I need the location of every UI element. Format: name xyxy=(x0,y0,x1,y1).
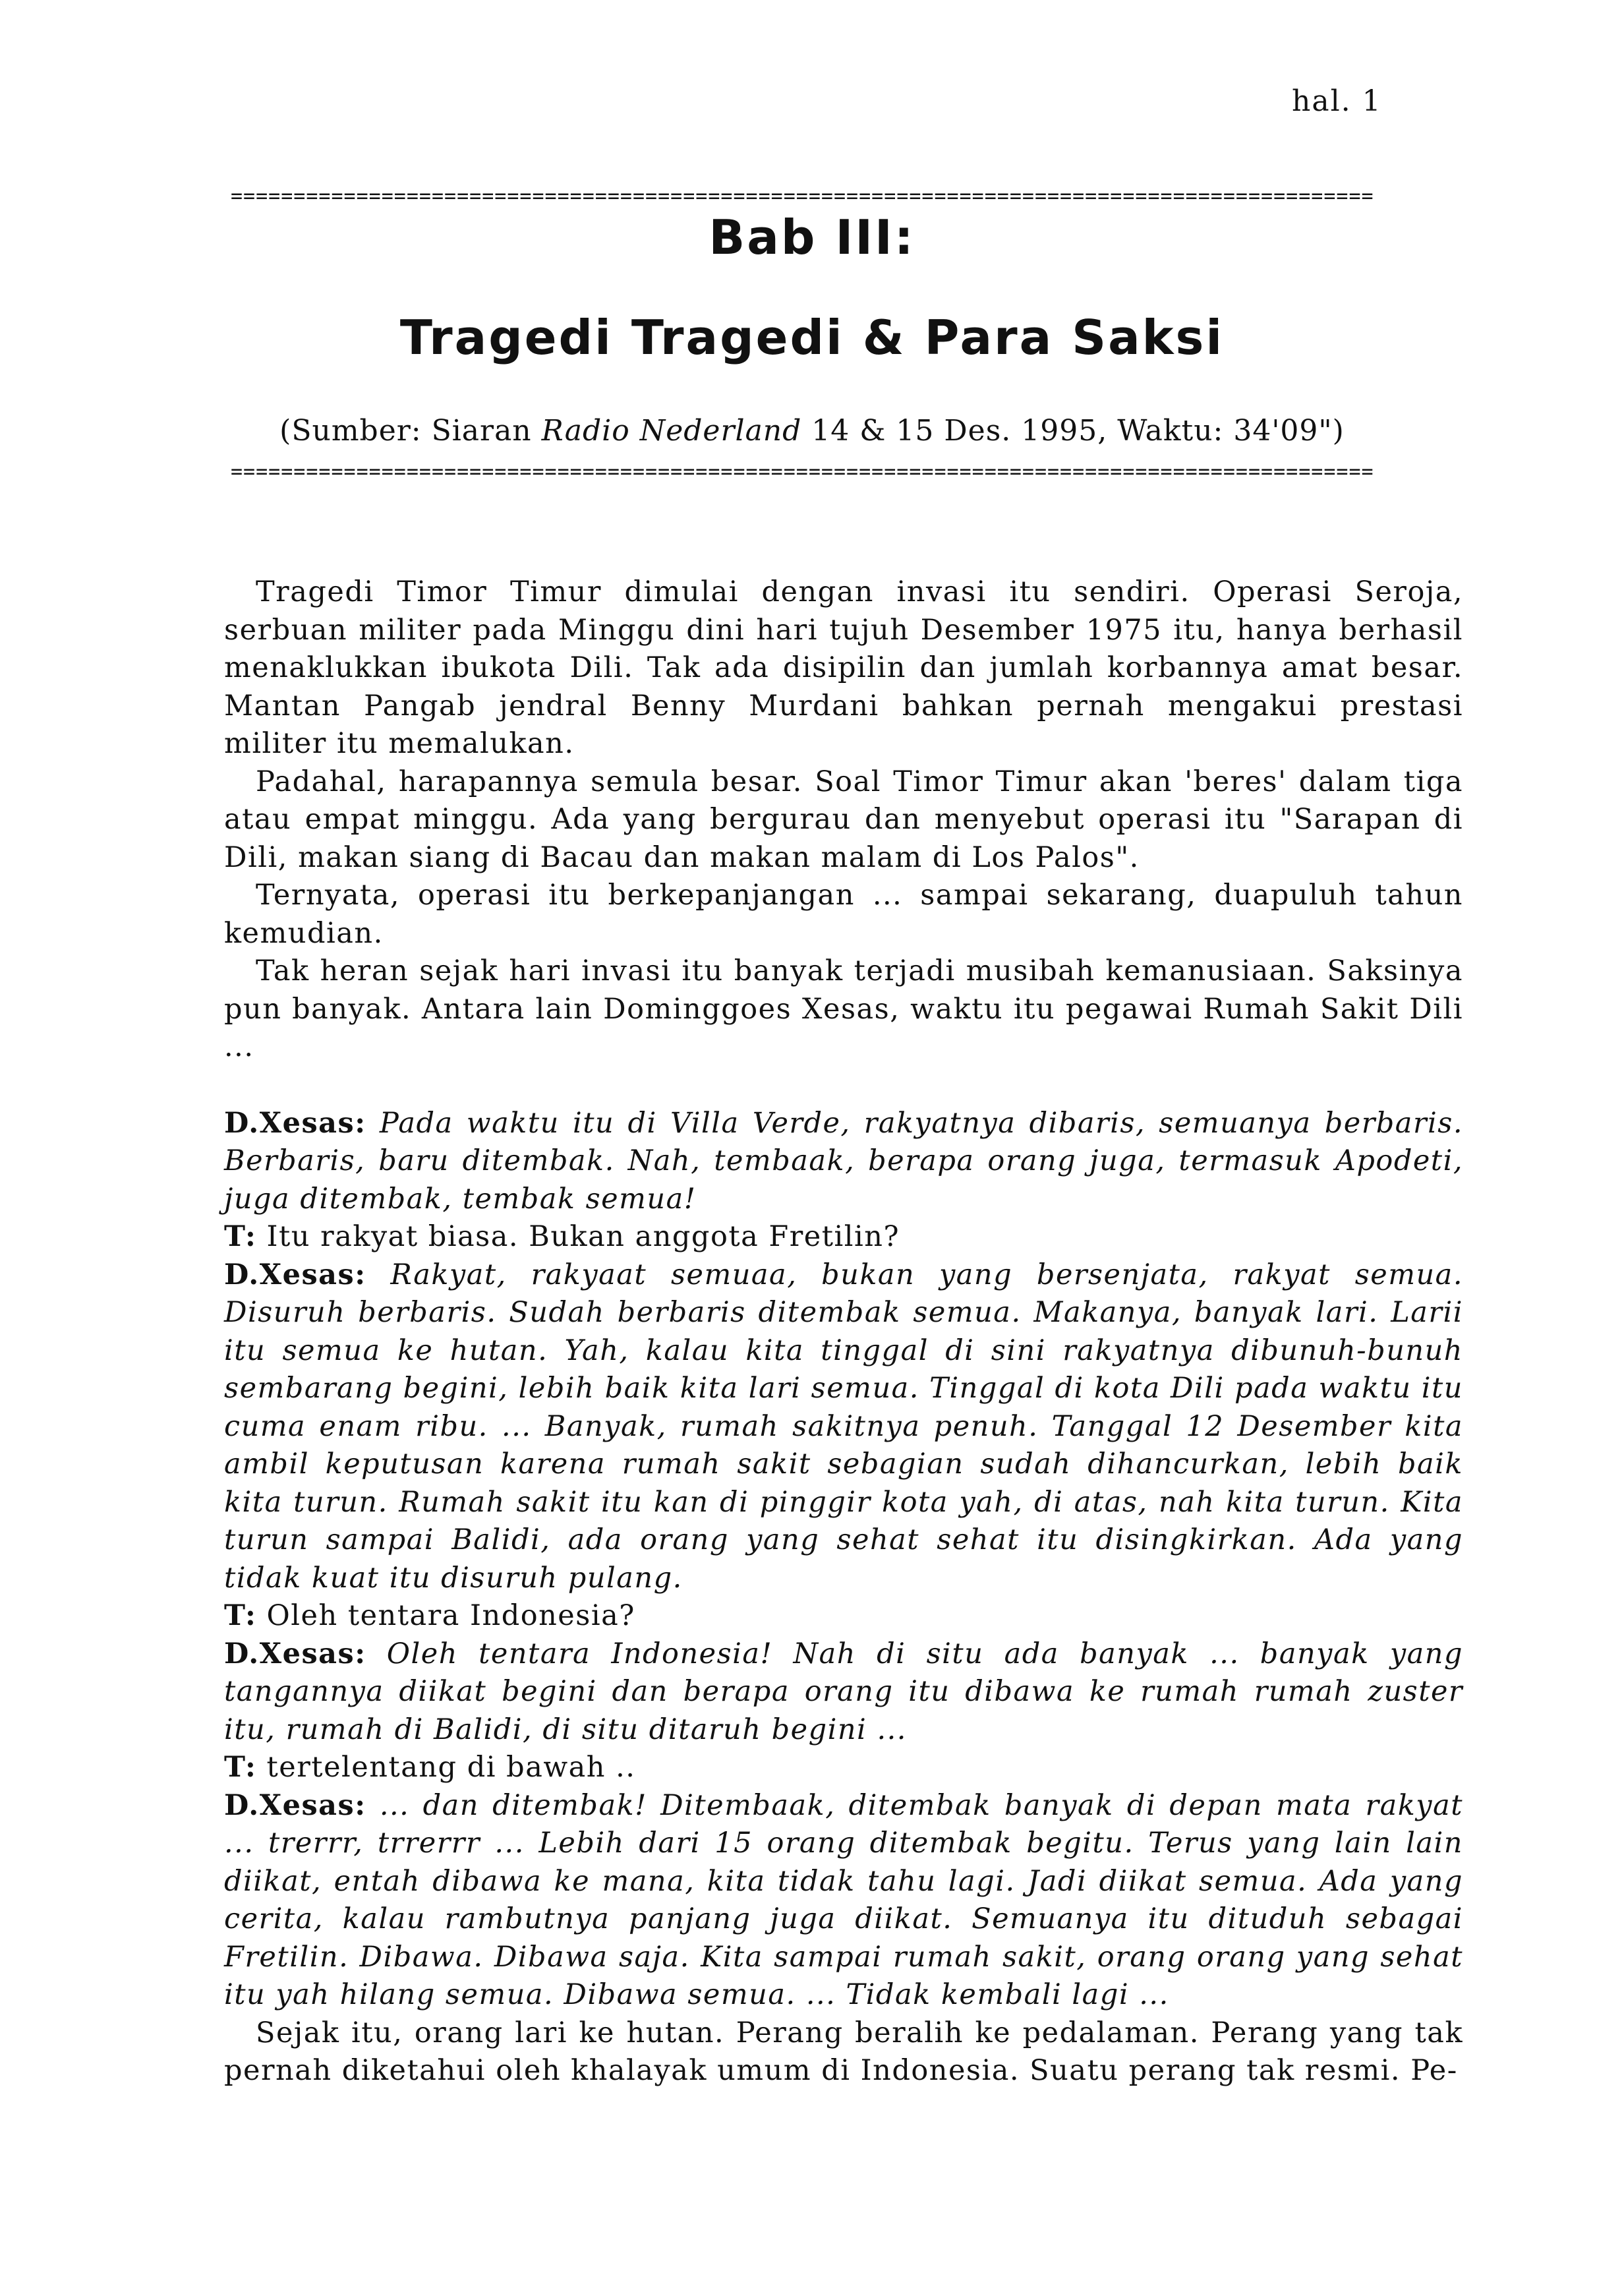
dialogue-text: tertelentang di bawah .. xyxy=(256,1751,636,1784)
speaker-label: D.Xesas: xyxy=(224,1637,366,1670)
paragraph: Tak heran sejak hari invasi itu banyak terjadi musibah kemanusiaan. Saksinya pun banyak. Antara lain Dominggoes Xesas, waktu itu pegawai Rumah Sakit Dili ... xyxy=(224,955,1463,1063)
closing-paragraph: Sejak itu, orang lari ke hutan. Perang beralih ke pedalaman. Perang yang tak pernah diketahui oleh khalayak umum di Indonesia. Suatu perang tak resmi. Pe- xyxy=(224,2016,1463,2087)
source-prefix: (Sumber: Siaran xyxy=(279,414,542,448)
speaker-label: D.Xesas: xyxy=(224,1788,366,1822)
paragraph: Padahal, harapannya semula besar. Soal Timor Timur akan 'beres' dalam tiga atau empat minggu. Ada yang bergurau dan menyebut operasi itu "Sarapan di Dili, makan siang di Bacau dan makan malam di Los Palos". xyxy=(224,765,1463,874)
dialogue-line xyxy=(224,1105,1463,1219)
dialogue-text: Oleh tentara Indonesia? xyxy=(256,1599,635,1632)
dialogue-text: Pada waktu itu di Villa Verde, rakyatnya dibaris, semuanya berbaris. Berbaris, baru ditembak. Nah, tembaak, berapa orang juga, termasuk Apodeti, juga ditembak, tembak semua! xyxy=(224,1106,1463,1216)
paragraph: Tragedi Timor Timur dimulai dengan invasi itu sendiri. Operasi Seroja, serbuan militer pada Minggu dini hari tujuh Desember 1975 itu, hanya berhasil menaklukkan ibukota Dili. Tak ada disipilin dan jumlah korbannya amat besar. Mantan Pangab jendral Benny Murdani bahkan pernah mengakui prestasi militer itu memalukan. xyxy=(224,575,1463,760)
page-number: hal. 1 xyxy=(1292,84,1382,118)
dialogue-line xyxy=(224,1256,1463,1598)
dialogue-text: Itu rakyat biasa. Bukan anggota Fretilin? xyxy=(256,1220,900,1253)
paragraph: Ternyata, operasi itu berkepanjangan ... sampai sekarang, duapuluh tahun kemudian. xyxy=(224,879,1463,950)
speaker-label: T: xyxy=(224,1599,257,1632)
source-line xyxy=(0,414,1624,448)
dialogue-text: Oleh tentara Indonesia! Nah di situ ada banyak ... banyak yang tangannya diikat begini dan berapa orang itu dibawa ke rumah rumah zuster itu, rumah di Balidi, di situ ditaruh begini ... xyxy=(224,1637,1463,1746)
speaker-label: D.Xesas: xyxy=(224,1106,366,1140)
source-radio: Radio Nederland xyxy=(541,414,802,448)
dialogue-line xyxy=(224,1218,1463,1256)
body-text xyxy=(224,574,1463,2090)
source-suffix: 14 & 15 Des. 1995, Waktu: 34'09") xyxy=(801,414,1345,448)
speaker-label: T: xyxy=(224,1220,257,1253)
bottom-rule: =========================================================================================== xyxy=(231,460,1374,483)
dialogue-line xyxy=(224,1787,1463,2015)
speaker-label: T: xyxy=(224,1751,257,1784)
chapter-title: Tragedi Tragedi & Para Saksi xyxy=(399,310,1225,365)
dialogue-line xyxy=(224,1635,1463,1750)
dialogue-line xyxy=(224,1749,1463,1787)
dialogue-text: ... dan ditembak! Ditembaak, ditembak banyak di depan mata rakyat ... trerrr, trrerrr ... Lebih dari 15 orang ditembak begitu. Terus yang lain lain diikat, entah dibawa ke mana, kita tidak tahu lagi. Jadi diikat semua. Ada yang cerita, kalau rambutnya panjang juga diikat. Semuanya itu dituduh sebagai Fretilin. Dibawa. Dibawa saja. Kita sampai rumah sakit, orang orang yang sehat itu yah hilang semua. Dibawa semua. ... Tidak kembali lagi ... xyxy=(224,1788,1463,2011)
dialogue-text: Rakyat, rakyaat semuaa, bukan yang bersenjata, rakyat semua. Disuruh berbaris. Sudah berbaris ditembak semua. Makanya, banyak lari. Larii itu semua ke hutan. Yah, kalau kita tinggal di sini rakyatnya dibunuh-bunuh sembarang begini, lebih baik kita lari semua. Tinggal di kota Dili pada waktu itu cuma enam ribu. ... Banyak, rumah sakitnya penuh. Tanggal 12 Desember kita ambil keputusan karena rumah sakit sebagian sudah dihancurkan, lebih baik kita turun. Rumah sakit itu kan di pinggir kota yah, di atas, nah kita turun. Kita turun sampai Balidi, ada orang yang sehat sehat itu disingkirkan. Ada yang tidak kuat itu disuruh pulang. xyxy=(224,1258,1463,1595)
speaker-label: D.Xesas: xyxy=(224,1258,366,1291)
chapter-label: Bab III: xyxy=(709,210,915,265)
top-rule: =========================================================================================== xyxy=(231,185,1374,208)
dialogue-line xyxy=(224,1597,1463,1635)
